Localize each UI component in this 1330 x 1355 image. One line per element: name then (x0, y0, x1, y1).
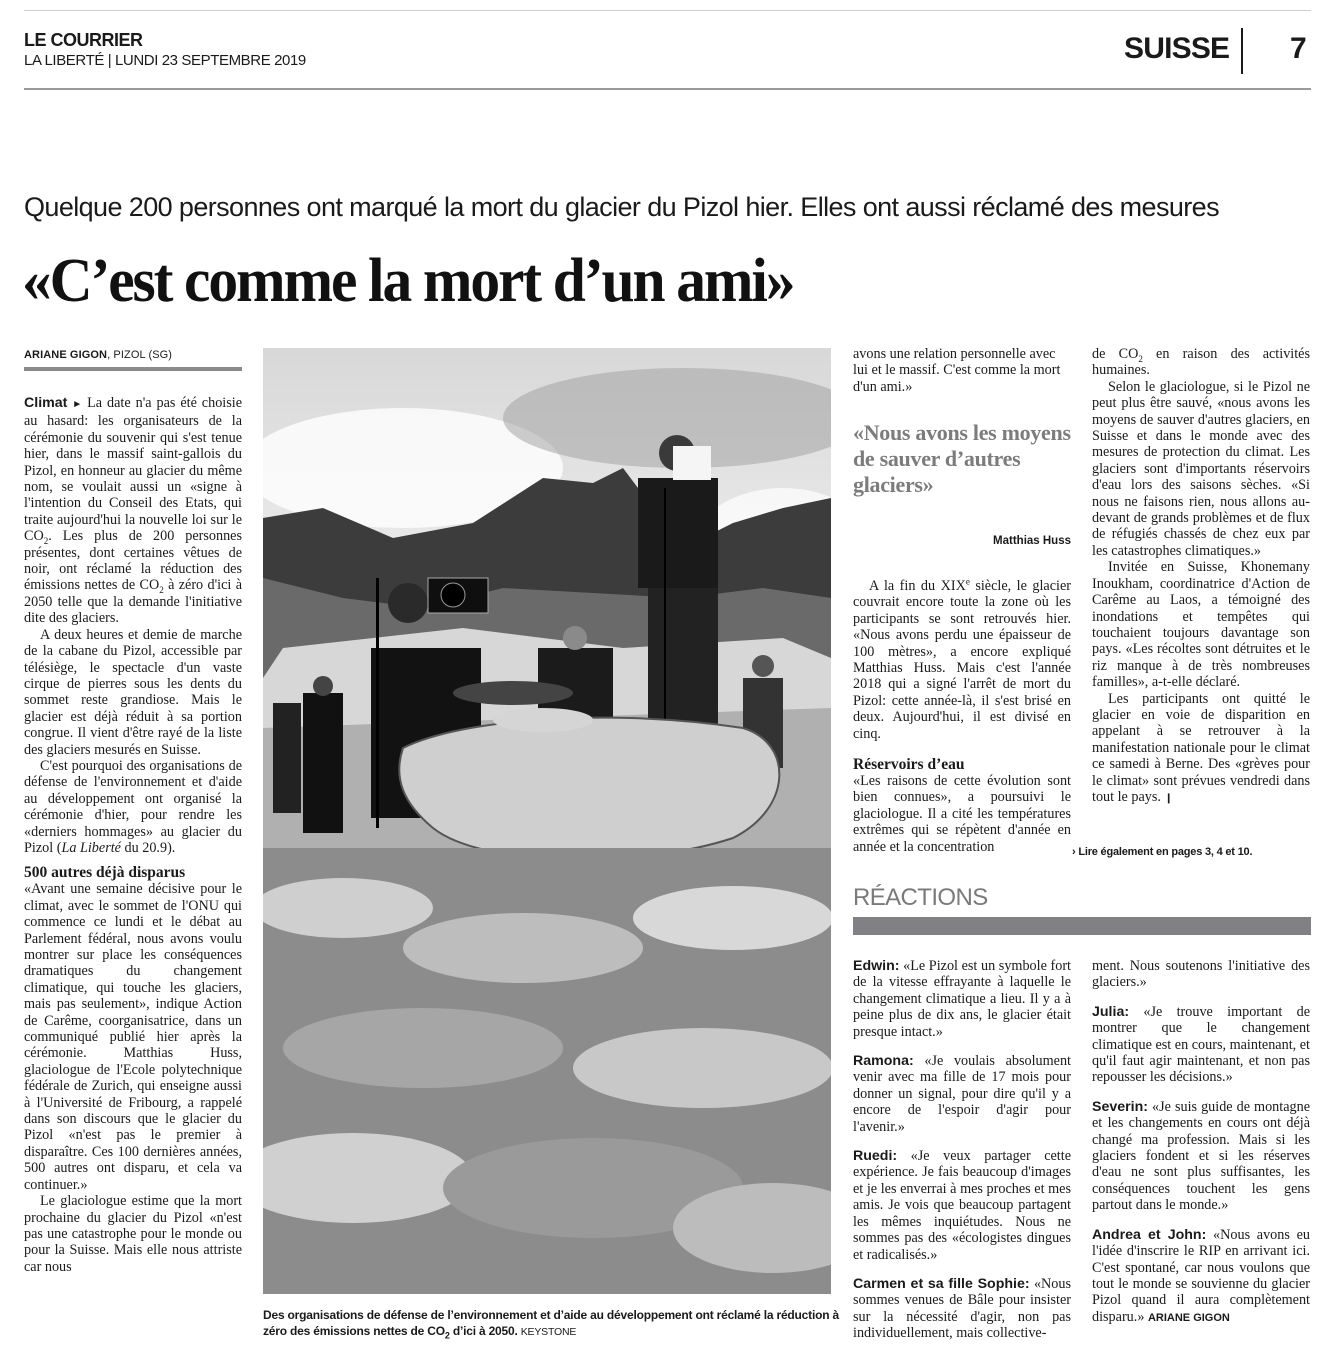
reaction-item: Julia: «Je trouve important de montrer que le changement climatique est en cours, maintenant, et qu'il faut agir maintenant, et non pas repousser les décisions.» (1092, 1003, 1310, 1086)
ceremony-photo-illustration (263, 348, 831, 1294)
reaction-item: Severin: «Je suis guide de montagne et les changements en cours ont déjà changé ma profession. Mais si les glaciers fondent et si les réserves d'eau ne sont plus suffisantes, les conséquences touchent les gens partout dans le monde.» (1092, 1098, 1310, 1214)
reaction-item: Carmen et sa fille Sophie: «Nous sommes venues de Bâle pour insister sur la nécessité d'agir, non pas individuellement, mais collective- (853, 1275, 1071, 1342)
section-separator (1241, 28, 1243, 74)
lead-paragraph: Climat ► La date n'a pas été choisie au hasard: les organisateurs de la cérémonie du souvenir qui s'est tenue hier, dans le massif saint-gallois du Pizol, en honneur au glacier du même nom, se voulait aussi un «signe à l'intention du Conseil des Etats, qui traite aujourd'hui la nouvelle loi sur le $CO_2$. Les plus de 200 personnes présentes, dont certaines vêtues de noir, ont réclamé la réduction des émissions nettes de $CO_2$ à zéro d'ici à 2050 telle que la demande l'initiative dite des glaciers. (24, 395, 242, 627)
paragraph: Le glaciologue estime que la mort prochaine du glacier du Pizol «n'est pas une catastrophe pour le monde ou pour la Suisse. Mais elle nous attriste car nous (24, 1193, 242, 1275)
photo-credit: KEYSTONE (520, 1326, 577, 1338)
byline-author: ARIANE GIGON (24, 349, 108, 361)
byline (24, 349, 172, 361)
reactions-bar (853, 917, 1311, 935)
play-arrow-icon: ► (72, 399, 83, 410)
article-column-3 (853, 578, 1071, 855)
article-subhead: Quelque 200 personnes ont marqué la mort du glacier du Pizol hier. Elles ont aussi réclamé des mesures (24, 192, 1219, 222)
reaction-item: Ruedi: «Je veux partager cette expérience. Je fais beaucoup d'images et je les enverrai à mes proches et mes amis. Je vois que beaucoup partagent les mêmes inquiétudes. Nous ne sommes pas des «écologistes dingues et radicalisés.» (853, 1148, 1071, 1263)
reaction-item: Edwin: «Le Pizol est un symbole fort de la vitesse effrayante à laquelle le changement climatique a lieu. Il y a à peine plus de dix ans, le glacier était presque intact.» (853, 958, 1071, 1040)
reactions-signature: ARIANE GIGON (1147, 1311, 1230, 1324)
header-rule (24, 88, 1311, 90)
byline-rule (24, 367, 242, 371)
paragraph: de $CO_2$ en raison des activités humaines. (1092, 346, 1310, 379)
paragraph: A deux heures et demie de marche de la cabane du Pizol, accessible par télésiège, le spectacle d'un vaste cirque de pierres sous les dents du sommet reste grandiose. Mais le glacier est déjà réduit à sa portion congrue. Il vient d'être rayé de la liste des glaciers mesurés en Suisse. (24, 626, 242, 758)
article-column-3-top (853, 346, 1071, 395)
byline-place: , PIZOL (SG) (107, 349, 173, 361)
lead-label: Climat (24, 395, 68, 411)
end-mark-icon: ❙ (1164, 792, 1173, 804)
section-name: SUISSE (1124, 32, 1230, 65)
photo-caption: Des organisations de défense de l’environnement et d’aide au développement ont réclamé la réduction à zéro des émissions nettes de $CO_2$ d’ici à 2050. KEYSTONE (263, 1308, 839, 1341)
article-column-4 (1092, 346, 1310, 807)
paragraph: «Avant une semaine décisive pour le climat, avec le sommet de l'ONU qui commence ce lundi et le débat au Parlement fédéral, nous avons voulu montrer sur place les conséquences dramatiques du changement climatique, qui touche les glaciers, mais pas seulement», indique Action de Carême, coorganisatrice, dans un communiqué publié hier après la cérémonie. Matthias Huss, glaciologue de l'Ecole polytechnique fédérale de Zurich, qui enseigne aussi à l'Université de Fribourg, a rappelé dans son discours que le glacier du Pizol «n'est pas le premier à disparaître. Ces 100 dernières années, 500 autres ont disparu, et cela va continuer.» (24, 881, 242, 1193)
paragraph: Les participants ont quitté le glacier en voie de disparition en appelant à se retrouver à la manifestation nationale pour le climat ce samedi à Berne. Des «grèves pour le climat» sont prévues vendredi dans tout le pays. ❙ (1092, 690, 1310, 805)
reactions-column-left (853, 958, 1071, 1355)
paper-name: LE COURRIER (24, 30, 143, 50)
section-subheading: 500 autres déjà disparus (24, 864, 186, 882)
paragraph: A la fin du XIXe siècle, le glacier couvrait encore toute la zone où les participants se sont retrouvés hier. «Nous avons perdu une épaisseur de 100 mètres», a encore expliqué Matthias Huss. Mais c'est l'année 2018 qui a signé l'arrêt de mort du Pizol: cette année-là, il s'est brisé en deux. Aujourd'hui, il est divisé en cinq. (853, 576, 1071, 742)
top-rule (24, 10, 1311, 11)
page-number: 7 (1290, 32, 1307, 65)
reaction-item: Ramona: «Je voulais absolument venir avec ma fille de 17 mois pour donner un signal, pour dire qu'il y a encore de l'espoir d'agir pour l'avenir.» (853, 1053, 1071, 1135)
chevron-right-icon: › (1072, 846, 1076, 858)
article-column-1 (24, 395, 242, 1275)
section-subheading: Réservoirs d’eau (853, 756, 965, 774)
reactions-column-right (1092, 958, 1310, 1339)
pull-quote-author: Matthias Huss (993, 535, 1071, 547)
paragraph: Invitée en Suisse, Khonemany Inoukham, coordinatrice d'Action de Carême au Laos, a témoigné des inondations et tempêtes qui touchaient toujours davantage son pays. «Les récoltes sont détruites et le riz manque à de très nombreuses familles», a-t-elle déclaré. (1092, 559, 1310, 691)
reactions-title: RÉACTIONS (853, 884, 988, 911)
paragraph: avons une relation personnelle avec lui et le massif. C'est comme la mort d'un ami.» (853, 346, 1061, 395)
reaction-item: ment. Nous soutenons l'initiative des glaciers.» (1092, 958, 1310, 991)
paragraph: «Les raisons de cette évolution sont bien connues», a poursuivi le glaciologue. Il a cité les températures extrêmes qui se répètent d'année en année et la concentration (853, 773, 1071, 855)
pull-quote: «Nous avons les moyens de sauver d’autres glaciers» (853, 420, 1071, 497)
reaction-item: Andrea et John: «Nous avons eu l'idée d'inscrire le RIP en arrivant ici. C'est spontané, car nous voulons que tout le monde se souvienne du glacier Pizol quand il aura complètement disparu.» ARIANE GIGON (1092, 1226, 1310, 1325)
paragraph: C'est pourquoi des organisations de défense de l'environnement et d'aide au développement ont organisé la cérémonie d'hier, pour rendre les «derniers hommages» au glacier du Pizol (La Liberté du 20.9). (24, 757, 242, 856)
article-photo (263, 348, 831, 1294)
see-also-link[interactable]: › Lire également en pages 3, 4 et 10. (1072, 846, 1253, 858)
article-headline: «C’est comme la mort d’un ami» (22, 247, 794, 315)
paper-edition-date: LA LIBERTÉ | LUNDI 23 SEPTEMBRE 2019 (24, 52, 306, 69)
paragraph: Selon le glaciologue, si le Pizol ne peut plus être sauvé, «nous avons les moyens de sauver d'autres glaciers, en Suisse et dans le monde avec des mesures de protection du climat. Les glaciers sont d'importants réservoirs d'eau lors des saisons sèches. «Si nous ne faisons rien, nous allons au-devant de grands problèmes et de flux de réfugiés chassés de chez eux par les catastrophes climatiques.» (1092, 378, 1310, 559)
